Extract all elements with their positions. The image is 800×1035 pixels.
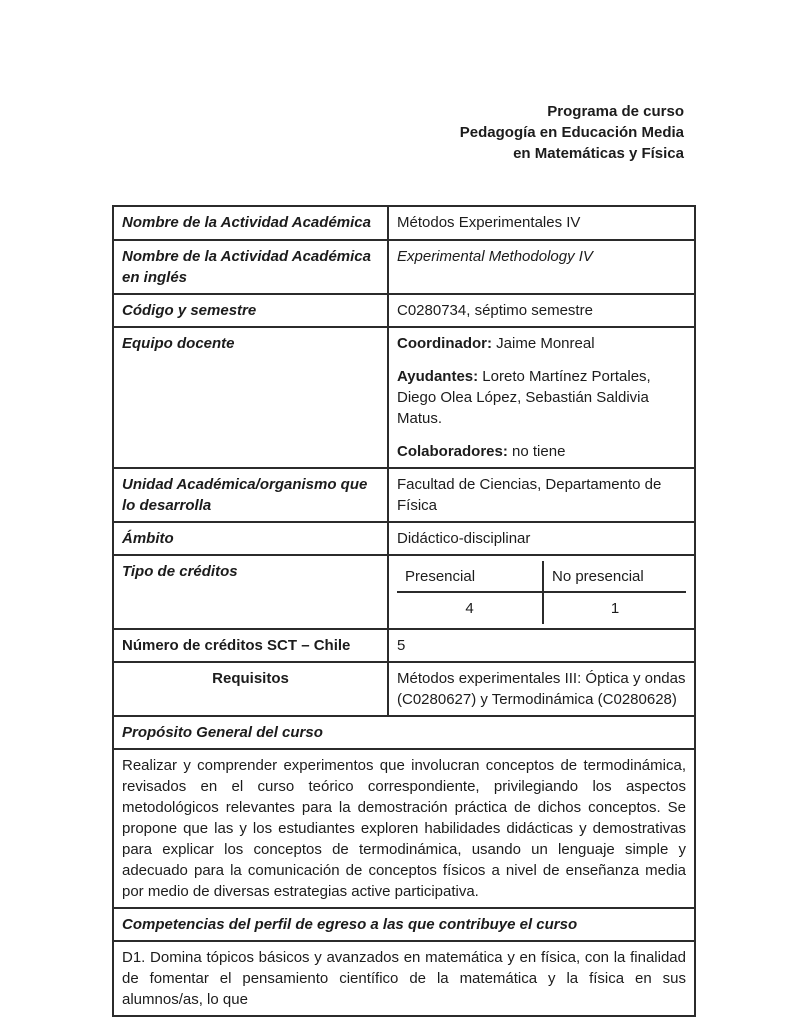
equipo-role-ayudantes: Ayudantes: (397, 368, 479, 385)
field-label-equipo: Equipo docente (113, 327, 388, 468)
document-header (0, 0, 684, 164)
course-info-table (112, 205, 696, 1017)
row-proposito-body (113, 749, 695, 908)
field-value-ambito: Didáctico-disciplinar (388, 522, 695, 555)
row-unidad (113, 468, 695, 522)
credits-value-no-presencial: 1 (542, 593, 686, 624)
field-value-tipo-creditos (388, 555, 695, 629)
row-competencias-body (113, 941, 695, 1016)
equipo-names-coordinador: Jaime Monreal (492, 335, 595, 352)
section-body-proposito: Realizar y comprender experimentos que involucran conceptos de termodinámica, revisados en el curso teórico correspondiente, privilegiando los aspectos metodológicos relevantes para la demostración práctica de dichos conceptos. Se propone que las y los estudiantes exploren habilidades didácticas y demostrativas para explicar los conceptos de termodinámica, usando un lenguaje simple y adecuado para la comunicación de conceptos físicos a nivel de enseñanza media por medio de diversas estrategias active participativa. (113, 749, 695, 908)
field-label-ambito: Ámbito (113, 522, 388, 555)
field-label-creditos-sct: Número de créditos SCT – Chile (113, 629, 388, 662)
section-heading-proposito: Propósito General del curso (113, 716, 695, 749)
field-label-requisitos: Requisitos (113, 662, 388, 716)
header-line-program: Programa de curso (547, 103, 684, 120)
field-label-nombre: Nombre de la Actividad Académica (113, 206, 388, 240)
section-body-competencias: D1. Domina tópicos básicos y avanzados en matemática y en física, con la finalidad de fomentar el pensamiento científico de la matemática y la física en sus alumnos/as, lo que (113, 941, 695, 1016)
row-nombre-ingles (113, 240, 695, 294)
row-requisitos (113, 662, 695, 716)
field-label-unidad: Unidad Académica/organismo que lo desarrolla (113, 468, 388, 522)
field-label-tipo-creditos: Tipo de créditos (113, 555, 388, 629)
field-value-equipo (388, 327, 695, 468)
row-tipo-creditos (113, 555, 695, 629)
equipo-names-ayudantes: Loreto Martínez Portales, Diego Olea López, Sebastián Saldivia Matus. (397, 368, 651, 427)
row-ambito (113, 522, 695, 555)
field-value-nombre-ingles: Experimental Methodology IV (388, 240, 695, 294)
equipo-role-colaboradores: Colaboradores: (397, 443, 508, 460)
row-codigo (113, 294, 695, 327)
field-label-codigo: Código y semestre (113, 294, 388, 327)
row-creditos-sct (113, 629, 695, 662)
header-line-degree-cont: en Matemáticas y Física (513, 145, 684, 162)
field-value-requisitos: Métodos experimentales III: Óptica y ondas (C0280627) y Termodinámica (C0280628) (388, 662, 695, 716)
row-proposito-heading (113, 716, 695, 749)
section-heading-competencias: Competencias del perfil de egreso a las que contribuye el curso (113, 908, 695, 941)
row-competencias-heading (113, 908, 695, 941)
field-value-nombre: Métodos Experimentales IV (388, 206, 695, 240)
header-line-degree: Pedagogía en Educación Media (459, 124, 684, 141)
row-nombre (113, 206, 695, 240)
credits-header-presencial: Presencial (397, 561, 542, 593)
equipo-coordinador (397, 333, 686, 354)
credits-subtable (397, 561, 686, 623)
equipo-names-colaboradores: no tiene (507, 443, 566, 460)
credits-header-no-presencial: No presencial (542, 561, 686, 593)
field-value-creditos-sct: 5 (388, 629, 695, 662)
row-equipo-docente (113, 327, 695, 468)
equipo-colaboradores (397, 441, 686, 462)
equipo-ayudantes (397, 366, 686, 429)
credits-value-presencial: 4 (465, 600, 474, 617)
field-label-nombre-ingles: Nombre de la Actividad Académica en inglés (113, 240, 388, 294)
equipo-role-coordinador: Coordinador: (397, 335, 492, 352)
field-value-codigo: C0280734, séptimo semestre (388, 294, 695, 327)
field-value-unidad: Facultad de Ciencias, Departamento de Física (388, 468, 695, 522)
